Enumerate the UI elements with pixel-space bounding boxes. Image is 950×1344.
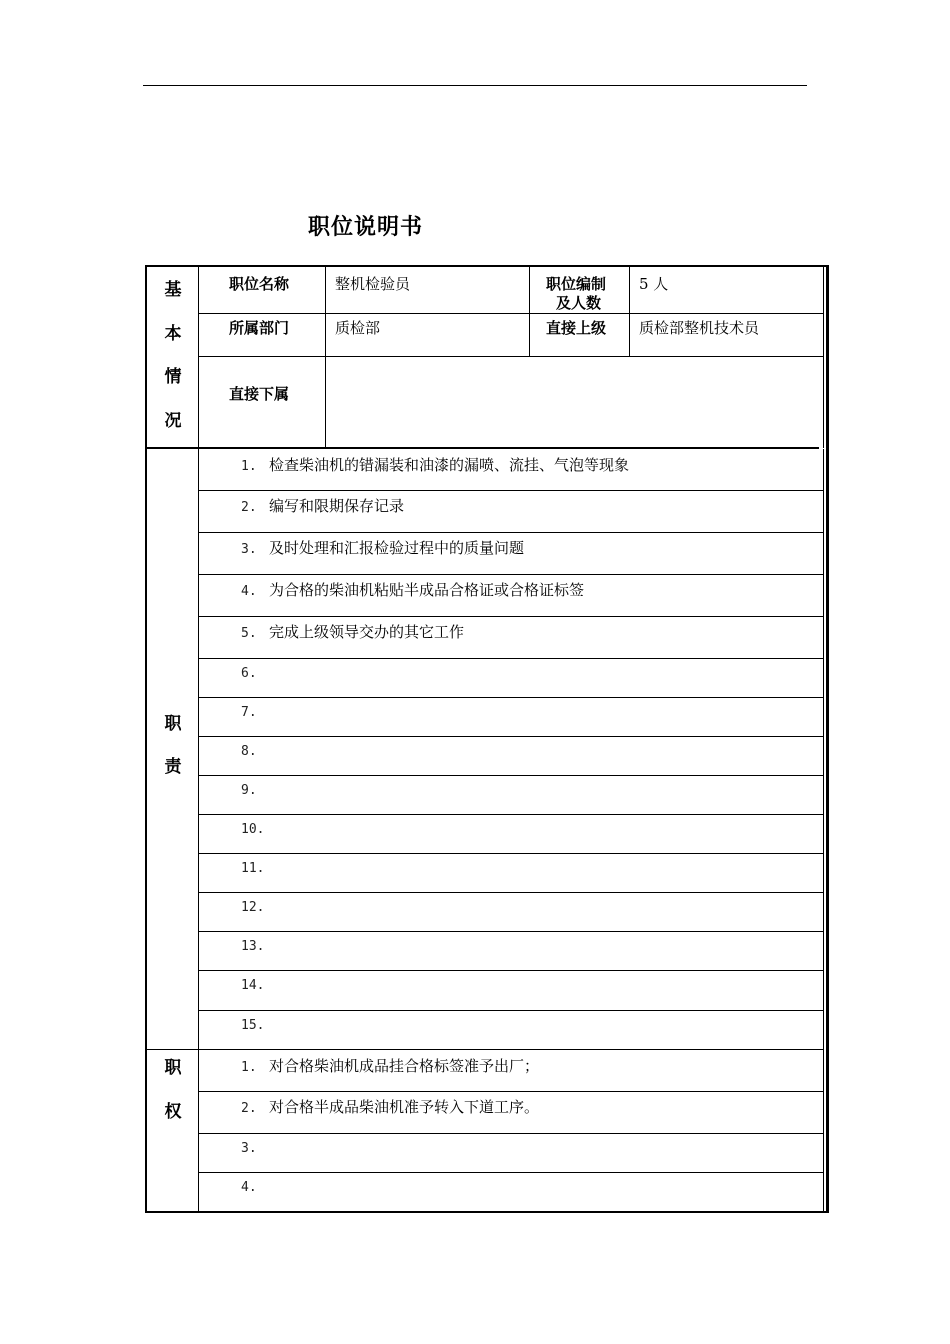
- authority-item-text: 对合格柴油机成品挂合格标签准予出厂；: [269, 1057, 540, 1075]
- duty-item: [241, 897, 269, 915]
- duty-row-line: [199, 697, 823, 698]
- basic-row-line-2: [199, 356, 823, 357]
- authority-item-number: 3.: [241, 1141, 257, 1156]
- duty-item-number: 3.: [241, 542, 257, 557]
- duty-item-number: 5.: [241, 626, 257, 641]
- authority-row-line: [199, 1091, 823, 1092]
- headcount-label-line1: 职位编制: [546, 275, 607, 293]
- basic-section-char: 况: [164, 411, 182, 431]
- section-divider: [198, 267, 199, 1211]
- department-value: 质检部: [335, 319, 381, 337]
- duty-item-number: 14.: [241, 978, 265, 993]
- duty-item: [241, 537, 524, 558]
- authority-item-number: 4.: [241, 1180, 257, 1195]
- authority-item: [241, 1177, 269, 1195]
- position-name-value: 整机检验员: [335, 275, 411, 293]
- basic-col-line-right: [823, 267, 824, 448]
- duty-item-number: 13.: [241, 939, 265, 954]
- duty-item: [241, 663, 269, 681]
- duty-item: [241, 579, 584, 600]
- document-title: 职位说明书: [308, 215, 424, 240]
- basic-col-line-2: [529, 267, 530, 357]
- duty-row-line: [199, 490, 823, 491]
- list-col-line-right: [823, 449, 824, 1211]
- authority-item: [241, 1138, 269, 1156]
- basic-section-char: 本: [164, 324, 182, 344]
- authority-section-char: 职: [164, 1058, 182, 1078]
- authority-item-number: 2.: [241, 1101, 257, 1116]
- duty-row-line: [199, 736, 823, 737]
- duty-item-number: 1.: [241, 459, 257, 474]
- duty-row-line: [199, 616, 823, 617]
- duty-item-number: 2.: [241, 500, 257, 515]
- frame-left: [145, 265, 147, 1213]
- headcount-value: 5 人: [639, 275, 669, 293]
- duty-row-line: [199, 970, 823, 971]
- duty-item: [241, 621, 464, 642]
- duty-item-number: 10.: [241, 822, 265, 837]
- authority-item: [241, 1096, 539, 1117]
- duty-item: [241, 858, 269, 876]
- duty-item: [241, 936, 269, 954]
- duty-item-number: 7.: [241, 705, 257, 720]
- basic-col-line-3: [629, 267, 630, 357]
- frame-right: [826, 265, 829, 1213]
- duty-item: [241, 819, 269, 837]
- duty-row-line: [199, 814, 823, 815]
- duty-item: [241, 495, 404, 516]
- frame-top: [145, 265, 829, 267]
- duty-row-line: [199, 1010, 823, 1011]
- duty-item-text: 编写和限期保存记录: [269, 497, 405, 515]
- authority-item: [241, 1055, 539, 1076]
- basic-bottom-line: [147, 447, 819, 449]
- subordinate-label: 直接下属: [229, 385, 290, 403]
- duties-section-char: 责: [164, 757, 182, 777]
- duty-row-line: [199, 853, 823, 854]
- authority-row-line: [199, 1133, 823, 1134]
- duty-item-text: 为合格的柴油机粘贴半成品合格证或合格证标签: [269, 581, 585, 599]
- duty-item-number: 4.: [241, 584, 257, 599]
- duty-row-line: [199, 931, 823, 932]
- duty-item-text: 及时处理和汇报检验过程中的质量问题: [269, 539, 525, 557]
- duty-item: [241, 702, 269, 720]
- duty-item-number: 6.: [241, 666, 257, 681]
- department-label: 所属部门: [229, 319, 290, 337]
- duty-item: [241, 975, 269, 993]
- duty-row-line: [199, 574, 823, 575]
- duties-section-char: 职: [164, 714, 182, 734]
- superior-value: 质检部整机技术员: [639, 319, 760, 337]
- position-name-label: 职位名称: [229, 275, 290, 293]
- duty-row-line: [199, 775, 823, 776]
- duty-item: [241, 780, 269, 798]
- basic-row-line-1: [199, 313, 823, 314]
- authority-top-line: [147, 1049, 823, 1050]
- headcount-label-line2: 及人数: [556, 294, 602, 312]
- duty-item-text: 检查柴油机的错漏装和油漆的漏喷、流挂、气泡等现象: [269, 456, 630, 474]
- duty-item-text: 完成上级领导交办的其它工作: [269, 623, 465, 641]
- duty-item-number: 8.: [241, 744, 257, 759]
- superior-label: 直接上级: [546, 319, 607, 337]
- duty-item: [241, 1015, 269, 1033]
- authority-row-line: [199, 1172, 823, 1173]
- basic-section-char: 情: [164, 367, 182, 387]
- duty-row-line: [199, 532, 823, 533]
- authority-item-number: 1.: [241, 1060, 257, 1075]
- duty-item: [241, 454, 629, 475]
- duty-item-number: 9.: [241, 783, 257, 798]
- duty-row-line: [199, 658, 823, 659]
- duty-item-number: 15.: [241, 1018, 265, 1033]
- duty-item: [241, 741, 269, 759]
- duty-item-number: 12.: [241, 900, 265, 915]
- frame-bottom: [145, 1211, 829, 1213]
- authority-section-char: 权: [164, 1102, 182, 1122]
- authority-item-text: 对合格半成品柴油机准予转入下道工序。: [269, 1098, 540, 1116]
- basic-section-char: 基: [164, 280, 182, 300]
- duty-item-number: 11.: [241, 861, 265, 876]
- duty-row-line: [199, 892, 823, 893]
- basic-col-line-1: [325, 267, 326, 448]
